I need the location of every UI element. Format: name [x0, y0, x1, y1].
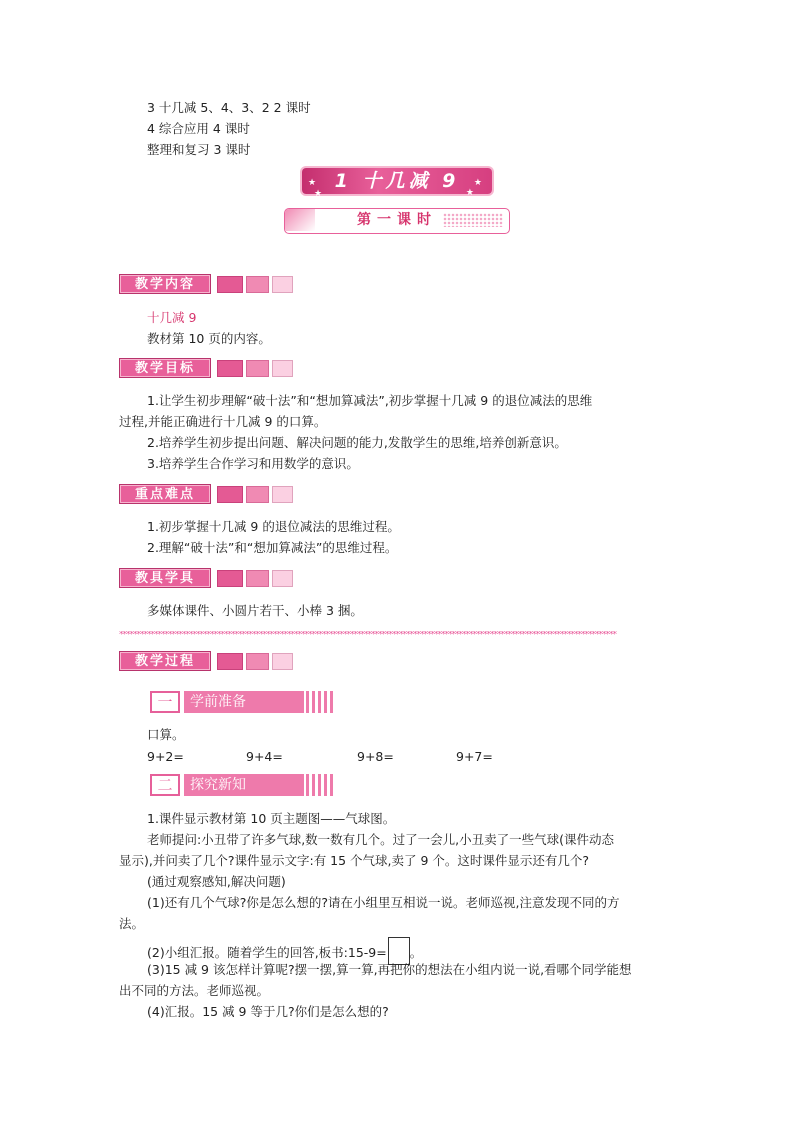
explore-line: (4)汇报。15 减 9 等于几?你们是怎么想的?	[147, 1004, 389, 1019]
schedule-line-review: 整理和复习 3 课时	[147, 142, 251, 157]
oral-label: 口算。	[147, 727, 185, 742]
explore-line: 出不同的方法。老师巡视。	[119, 983, 270, 998]
stripes-decoration	[306, 691, 334, 713]
lesson-label: 第一课时	[357, 212, 437, 228]
oral-item: 9+2=	[147, 749, 184, 764]
part-header-explore	[150, 774, 334, 796]
section-block	[272, 570, 293, 587]
section-tag: 教学内容	[119, 274, 211, 294]
section-block	[217, 276, 243, 293]
tools-line: 多媒体课件、小圆片若干、小棒 3 捆。	[147, 603, 363, 618]
section-block	[246, 276, 269, 293]
content-topic: 十几减 9	[147, 310, 197, 325]
schedule-line-3: 3 十几减 5、4、3、2 2 课时	[147, 100, 311, 115]
section-block	[246, 570, 269, 587]
section-block	[217, 486, 243, 503]
oral-item: 9+4=	[246, 749, 283, 764]
section-block	[217, 653, 243, 670]
section-block	[272, 276, 293, 293]
schedule-line-4: 4 综合应用 4 课时	[147, 121, 250, 136]
unit-title-banner	[302, 168, 492, 199]
explore-line-board	[147, 937, 422, 965]
explore-line: (3)15 减 9 该怎样计算呢?摆一摆,算一算,再把你的想法在小组内说一说,看哪个同学能想	[147, 962, 632, 977]
section-block	[246, 486, 269, 503]
section-block	[217, 570, 243, 587]
oral-item: 9+7=	[456, 749, 493, 764]
star-icon: ★	[314, 189, 327, 199]
goal-line: 过程,并能正确进行十几减 9 的口算。	[119, 414, 327, 429]
explore-line: (通过观察感知,解决问题)	[147, 874, 286, 889]
key-point-line: 1.初步掌握十几减 9 的退位减法的思维过程。	[147, 519, 400, 534]
section-tag: 重点难点	[119, 484, 211, 504]
section-tag: 教学目标	[119, 358, 211, 378]
key-point-line: 2.理解“破十法”和“想加算减法”的思维过程。	[147, 540, 398, 555]
explore-line: 老师提问:小丑带了许多气球,数一数有几个。过了一会儿,小丑卖了一些气球(课件动态	[147, 832, 615, 847]
section-block	[246, 653, 269, 670]
section-tag: 教学过程	[119, 651, 211, 671]
part-title: 学前准备	[184, 691, 304, 713]
board-text: (2)小组汇报。随着学生的回答,板书:15-9=	[147, 945, 387, 960]
part-header-prep	[150, 691, 334, 713]
oral-item: 9+8=	[357, 749, 394, 764]
content-source: 教材第 10 页的内容。	[147, 331, 271, 346]
answer-box	[388, 937, 410, 965]
goal-line: 2.培养学生初步提出问题、解决问题的能力,发散学生的思维,培养创新意识。	[147, 435, 567, 450]
explore-line: 法。	[119, 916, 145, 931]
section-block	[272, 360, 293, 377]
star-icon: ★	[465, 188, 478, 198]
section-block	[217, 360, 243, 377]
goal-line: 3.培养学生合作学习和用数学的意识。	[147, 456, 359, 471]
part-number: 二	[150, 774, 180, 796]
star-icon: ★	[308, 178, 321, 188]
section-tag: 教具学具	[119, 568, 211, 588]
unit-title: 1 十几减 9	[334, 170, 460, 192]
section-block	[246, 360, 269, 377]
lesson-label-box	[284, 208, 510, 234]
star-divider: **********************************************************************************************************************************************	[119, 631, 616, 639]
explore-line: (1)还有几个气球?你是怎么想的?请在小组里互相说一说。老师巡视,注意发现不同的方	[147, 895, 620, 910]
explore-line: 显示),并问卖了几个?课件显示文字:有 15 个气球,卖了 9 个。这时课件显示还有几个?	[119, 853, 590, 868]
part-number: 一	[150, 691, 180, 713]
star-icon: ★	[473, 178, 486, 188]
stripes-decoration	[306, 774, 334, 796]
section-block	[272, 653, 293, 670]
part-title: 探究新知	[184, 774, 304, 796]
board-end: 。	[409, 945, 423, 960]
goal-line: 1.让学生初步理解“破十法”和“想加算减法”,初步掌握十几减 9 的退位减法的思维	[147, 393, 593, 408]
explore-line: 1.课件显示教材第 10 页主题图——气球图。	[147, 811, 396, 826]
section-block	[272, 486, 293, 503]
